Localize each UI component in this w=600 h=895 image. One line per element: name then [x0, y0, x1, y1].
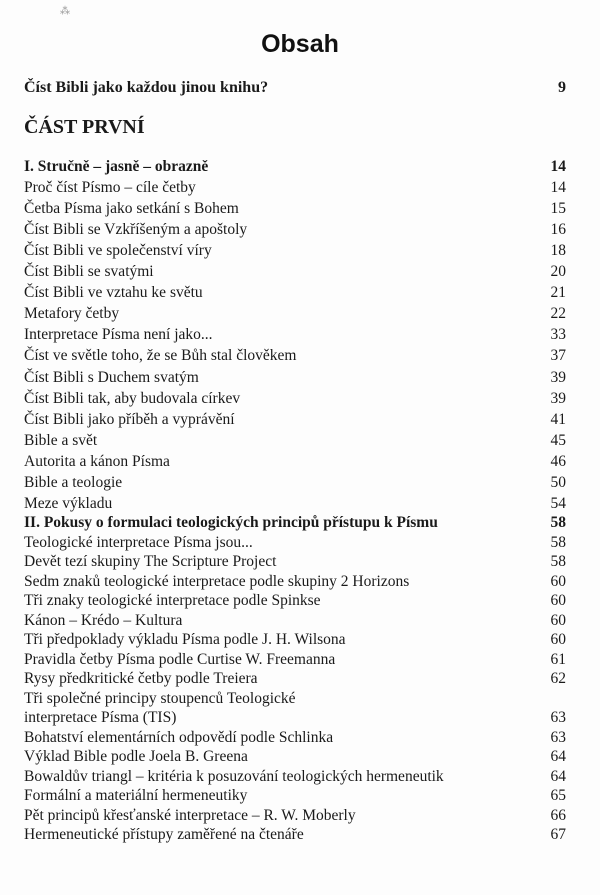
- entry-page: 67: [550, 826, 566, 843]
- entry-label: Četba Písma jako setkání s Bohem: [24, 200, 239, 218]
- section-heading: [24, 513, 566, 532]
- entry-page: 39: [550, 368, 566, 386]
- entry-page: 21: [550, 284, 566, 302]
- entry-label: Číst Bibli jako každou jinou knihu?: [24, 79, 269, 96]
- toc-entry: [24, 728, 566, 747]
- entry-page: 60: [550, 572, 566, 590]
- toc-entry: [24, 410, 566, 429]
- entry-label: Číst Bibli ve společenství víry: [24, 242, 212, 260]
- entry-page: 62: [550, 670, 566, 687]
- entry-page: 58: [550, 553, 566, 570]
- entry-page: 16: [550, 221, 566, 239]
- entry-page: 41: [550, 410, 566, 428]
- entry-page: 60: [550, 611, 566, 629]
- entry-label: interpretace Písma (TIS): [24, 709, 177, 726]
- entry-page: 9: [558, 79, 566, 96]
- toc-entry: [24, 689, 566, 708]
- toc-entry: [24, 262, 566, 281]
- toc-entry: [24, 494, 566, 513]
- toc-entry: [24, 630, 566, 649]
- entry-label: Proč číst Písmo – cíle četby: [24, 179, 196, 197]
- toc-entry: [24, 650, 566, 669]
- entry-label: II. Pokusy o formulaci teologických principů přístupu k Písmu: [24, 514, 438, 531]
- toc-entry: [24, 325, 566, 344]
- entry-page: 60: [550, 592, 566, 609]
- entry-label: Tři společné principy stoupenců Teologické: [24, 689, 296, 707]
- toc-entry: [24, 346, 566, 365]
- toc-entry: [24, 304, 566, 323]
- entry-page: 64: [550, 748, 566, 765]
- entry-page: 45: [550, 431, 566, 449]
- toc-entry: [24, 431, 566, 450]
- entry-page: 63: [550, 709, 566, 726]
- toc-entry: [24, 473, 566, 492]
- entry-page: 61: [550, 650, 566, 668]
- entry-label: Číst Bibli jako příběh a vyprávění: [24, 410, 235, 428]
- entry-label: Tři znaky teologické interpretace podle Spinkse: [24, 592, 321, 609]
- entry-label: Rysy předkritické četby podle Treiera: [24, 670, 258, 687]
- entry-label: Pět principů křesťanské interpretace – R. W. Moberly: [24, 806, 356, 824]
- entry-label: Výklad Bible podle Joela B. Greena: [24, 748, 248, 765]
- entry-page: 33: [550, 326, 566, 344]
- entry-page: 46: [550, 452, 566, 470]
- entry-page: 20: [550, 263, 566, 281]
- toc-entry: [24, 747, 566, 766]
- entry-label: Teologické interpretace Písma jsou...: [24, 533, 253, 551]
- entry-page: 37: [550, 347, 566, 365]
- entry-page: 14: [550, 158, 566, 175]
- toc-entry: [24, 786, 566, 805]
- entry-label: Číst Bibli s Duchem svatým: [24, 368, 199, 386]
- entry-label: Devět tezí skupiny The Scripture Project: [24, 553, 277, 570]
- toc-entry: [24, 708, 566, 727]
- entry-page: 39: [550, 389, 566, 407]
- toc-entry: [24, 178, 566, 197]
- entry-page: 22: [550, 305, 566, 323]
- entry-label: Formální a materiální hermeneutiky: [24, 787, 248, 804]
- entry-label: Pravidla četby Písma podle Curtise W. Freemanna: [24, 650, 336, 668]
- entry-page: 58: [550, 533, 566, 551]
- toc-entry: [24, 572, 566, 591]
- entry-page: 18: [550, 242, 566, 260]
- toc-entry: [24, 241, 566, 260]
- toc-entry: [24, 669, 566, 688]
- entry-page: 15: [550, 200, 566, 218]
- toc-entry: [24, 199, 566, 218]
- entry-page: 63: [550, 728, 566, 746]
- toc-entry: [24, 611, 566, 630]
- entry-label: Číst ve světle toho, že se Bůh stal člověkem: [24, 347, 297, 365]
- entry-label: Číst Bibli tak, aby budovala církev: [24, 389, 241, 407]
- entry-label: Sedm znaků teologické interpretace podle skupiny 2 Horizons: [24, 572, 410, 590]
- toc-entry: [24, 806, 566, 825]
- toc-entry: [24, 825, 566, 844]
- toc-entry: [24, 368, 566, 387]
- page-title: Obsah: [261, 30, 339, 58]
- entry-page: 14: [550, 179, 566, 197]
- entry-label: Bible a svět: [24, 431, 98, 449]
- entry-page: 66: [550, 806, 566, 824]
- toc-entry: [24, 533, 566, 552]
- part-heading: ČÁST PRVNÍ: [24, 116, 145, 138]
- entry-label: Meze výkladu: [24, 494, 113, 512]
- entry-page: 65: [550, 787, 566, 804]
- toc-entry: [24, 591, 566, 610]
- toc-entry: [24, 283, 566, 302]
- entry-page: 50: [550, 473, 566, 491]
- entry-label: Bowaldův triangl – kritéria k posuzování teologických hermeneutik: [24, 767, 444, 785]
- entry-label: Kánon – Krédo – Kultura: [24, 611, 183, 629]
- toc-entry: [24, 767, 566, 786]
- entry-page: 54: [550, 494, 566, 512]
- entry-label: Číst Bibli se Vzkříšeným a apoštoly: [24, 221, 248, 239]
- entry-page: 64: [550, 767, 566, 785]
- entry-label: Hermeneutické přístupy zaměřené na čtenáře: [24, 826, 304, 843]
- entry-label: Tři předpoklady výkladu Písma podle J. H. Wilsona: [24, 631, 346, 648]
- section-heading: [24, 157, 566, 176]
- entry-page: 60: [550, 631, 566, 648]
- toc-entry: [24, 452, 566, 471]
- entry-label: Metafory četby: [24, 305, 120, 323]
- entry-label: Interpretace Písma není jako...: [24, 326, 213, 344]
- entry-label: Číst Bibli ve vztahu ke světu: [24, 284, 203, 302]
- entry-label: Bible a teologie: [24, 473, 123, 491]
- scan-speck: ⁂: [60, 6, 70, 17]
- entry-label: Bohatství elementárních odpovědí podle Schlinka: [24, 728, 334, 746]
- entry-page: 58: [550, 514, 566, 531]
- toc-entry: [24, 389, 566, 408]
- entry-label: Autorita a kánon Písma: [24, 452, 170, 470]
- toc-entry: [24, 552, 566, 571]
- entry-label: I. Stručně – jasně – obrazně: [24, 158, 209, 175]
- entry-label: Číst Bibli se svatými: [24, 263, 154, 281]
- toc-intro-entry: [24, 78, 566, 97]
- toc-entry: [24, 220, 566, 239]
